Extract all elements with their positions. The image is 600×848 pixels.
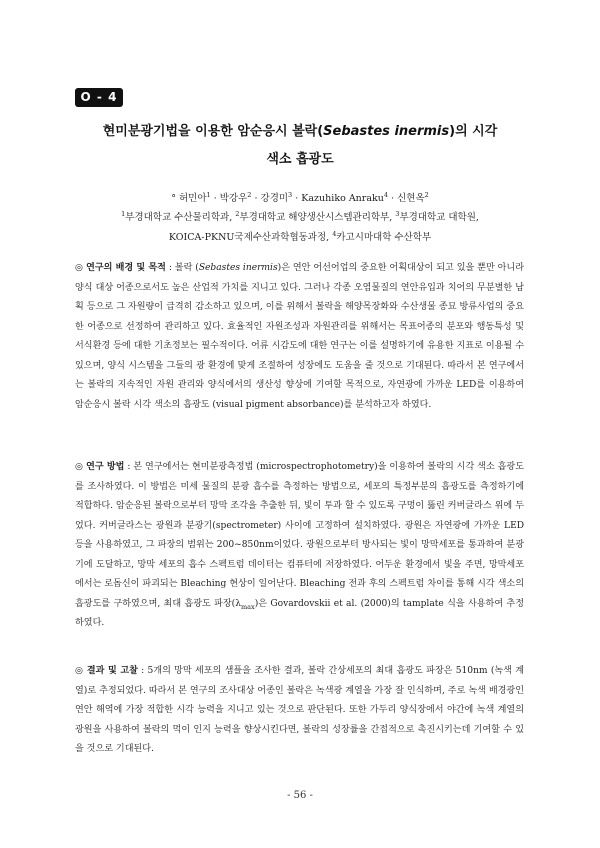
results-heading: ◎ 결과 및 고찰 bbox=[75, 666, 138, 676]
background-section: ◎ 연구의 배경 및 목적 : 볼락 (Sebastes inermis)은 연안 어선어업의 중요한 어획대상이 되고 있을 뿐만 아니라 양식 대상 어종으로서도 높은 산업적 가치를 지니고 있다. 그러나 각종 오염물질의 연안유입과 치어의 무분별한 남획 등으로 그 자원량이 급격히 감소하고 있으며, 이를 위해서 볼락을 해양목장화와 수산생물 종묘 방류사업의 중요한 어종으로 선정하여 관리하고 있다. 효율적인 자원조성과 자원관리를 위해서는 목표어종의 분포와 행동특성 및 서식환경 등에 대한 기초정보는 필수적이다. 어류 시감도에 대한 연구는 이를 설명하기에 유용한 지표로 이용될 수 있으며, 양식 시스템을 그들의 광 환경에 맞게 조절하여 성장에도 도움을 줄 것으로 기대된다. 따라서 본 연구에서는 볼락의 지속적인 자원 관리와 양식에서의 생산성 향상에 기여할 목적으로, 자연광에 가까운 LED를 이용하여 암순응시 볼락 시각 색소의 흡광도 (visual pigment absorbance)를 분석하고자 하였다. bbox=[75, 263, 524, 410]
methods-heading: ◎ 연구 방법 bbox=[75, 462, 125, 472]
background-heading: ◎ 연구의 배경 및 목적 bbox=[75, 263, 166, 273]
affiliation-line-1: $^1$부경대학교 수산물리학과, $^2$부경대학교 해양생산시스템관리학부, $^3$부경대학교 대학원, bbox=[121, 209, 479, 223]
session-code-badge: O - 4 bbox=[75, 88, 123, 107]
paper-title-line-2: 색소 흡광도 bbox=[266, 152, 334, 167]
affiliation-line-2: KOICA-PKNU국제수산과학협동과정, $^4$카고시마대학 수산학부 bbox=[168, 229, 432, 243]
results-section: ◎ 결과 및 고찰 : 5개의 망막 세포의 샘플을 조사한 결과, 볼락 간상세포의 최대 흡광도 파장은 510nm (녹색 계열)로 추정되었다. 따라서 본 연구의 조사대상 어종인 볼락은 녹색광 계열을 가장 잘 인식하며, 주로 녹색 배경광인 연안 해역에 가장 적합한 시각 능력을 지니고 있는 것으로 판단된다. 또한 가두리 양식장에서 야간에 녹색 계열의 광원을 사용하여 볼락의 먹이 인지 능력을 향상시킨다면, 볼락의 성장률을 간접적으로 촉진시키는데 기여할 수 있을 것으로 기대된다. bbox=[75, 666, 524, 754]
paper-title-line-1: 현미분광기법을 이용한 암순응시 볼락(Sebastes inermis)의 시각 bbox=[102, 124, 498, 139]
page-number: - 56 - bbox=[287, 790, 313, 801]
species-name: Sebastes inermis bbox=[323, 124, 450, 139]
author-list: ° 허민아$^1$ · 박강우$^2$ · 강경미$^3$ · Kazuhiko Anraku$^4$ · 신현옥$^2$ bbox=[171, 190, 429, 204]
methods-section: ◎ 연구 방법 : 본 연구에서는 현미분광측정법 (microspectrophotometry)을 이용하여 볼락의 시각 색소 흡광도를 조사하였다. 이 방법은 미세 물질의 분광 흡수를 측정하는 방법으로, 세포의 특정부분의 흡광도를 측정하기에 적합하다. 암순응된 볼락으로부터 망막 조각을 추출한 뒤, 빛이 투과 할 수 있도록 구멍이 뚫린 커버글라스 위에 두었다. 커버글라스는 광원과 분광기(spectrometer) 사이에 고정하여 설치하였다. 광원은 자연광에 가까운 LED 등을 사용하였고, 그 파장의 범위는 200~850nm이었다. 광원으로부터 방사되는 빛이 망막세포를 통과하여 분광기에 도달하고, 망막 세포의 흡수 스펙트럼 데이터는 컴퓨터에 저장하였다. 어두운 환경에서 빛을 주면, 망막세포에서는 로돕신이 파괴되는 Bleaching 현상이 일어난다. Bleaching 전과 후의 스펙트럼 차이를 통해 시각 색소의 흡광도를 구하였으며, 최대 흡광도 파장$(\lambda_{max})$은 Govardovskii et al. (2000)의 tamplate 식을 사용하여 추정하였다. bbox=[75, 462, 524, 628]
